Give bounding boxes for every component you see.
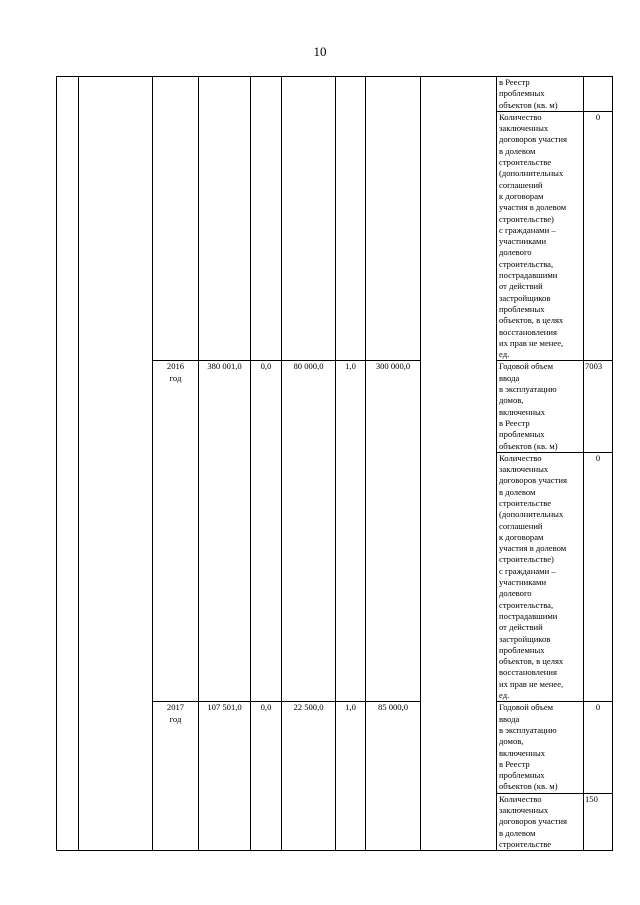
table-row bbox=[57, 77, 613, 112]
cell-federal: 0,0 bbox=[251, 702, 282, 851]
cell-executor bbox=[421, 77, 497, 851]
page-number: 10 bbox=[313, 44, 327, 59]
cell-name bbox=[79, 77, 153, 851]
indicator-name: Количество заключенных договоров участия в долевом строительстве (дополнительных соглашений к договорам участия в долевом строительстве) с гражданами – участниками долевого строительства, пострадавшими от действий застройщиков проблемных объектов, в целях восстановления их прав не менее, ед. bbox=[497, 111, 584, 361]
indicator-name: Количество заключенных договоров участия в долевом строительстве bbox=[497, 793, 584, 850]
cell-total: 107 501,0 bbox=[199, 702, 251, 851]
cell-local: 1,0 bbox=[336, 361, 366, 702]
cell-year bbox=[153, 361, 199, 702]
cell-regional: 22 500,0 bbox=[282, 702, 336, 851]
cell-total: 380 001,0 bbox=[199, 361, 251, 702]
indicator-name: Годовой объем ввода в эксплуатацию домов, включенных в Реестр проблемных объектов (кв. м) bbox=[497, 361, 584, 452]
cell-extrabudget bbox=[366, 77, 421, 361]
cell-regional: 80 000,0 bbox=[282, 361, 336, 702]
indicator-value: 0 bbox=[584, 111, 613, 361]
year-number: 2017 bbox=[166, 702, 185, 713]
indicator-value: 0 bbox=[584, 702, 613, 793]
indicator-name: Годовой объем ввода в эксплуатацию домов, включенных в Реестр проблемных объектов (кв. м) bbox=[497, 702, 584, 793]
cell-year bbox=[153, 77, 199, 361]
indicator-value: 7003 bbox=[584, 361, 613, 452]
indicator-value: 150 bbox=[584, 793, 613, 850]
program-table bbox=[56, 76, 613, 851]
cell-local: 1,0 bbox=[336, 702, 366, 851]
year-number: 2016 bbox=[166, 361, 185, 372]
cell-total bbox=[199, 77, 251, 361]
cell-local bbox=[336, 77, 366, 361]
cell-regional bbox=[282, 77, 336, 361]
cell-federal: 0,0 bbox=[251, 361, 282, 702]
cell-federal bbox=[251, 77, 282, 361]
indicator-value bbox=[584, 77, 613, 112]
cell-year bbox=[153, 702, 199, 851]
cell-number bbox=[57, 77, 79, 851]
cell-extrabudget: 300 000,0 bbox=[366, 361, 421, 702]
year-word: год bbox=[169, 372, 182, 383]
indicator-name: в Реестр проблемных объектов (кв. м) bbox=[497, 77, 584, 112]
year-word: год bbox=[169, 713, 182, 724]
cell-extrabudget: 85 000,0 bbox=[366, 702, 421, 851]
indicator-name: Количество заключенных договоров участия в долевом строительстве (дополнительных соглашений к договорам участия в долевом строительстве) с гражданами – участниками долевого строительства, пострадавшими от действий застройщиков проблемных объектов, в целях восстановления их прав не менее, ед. bbox=[497, 452, 584, 702]
indicator-value: 0 bbox=[584, 452, 613, 702]
